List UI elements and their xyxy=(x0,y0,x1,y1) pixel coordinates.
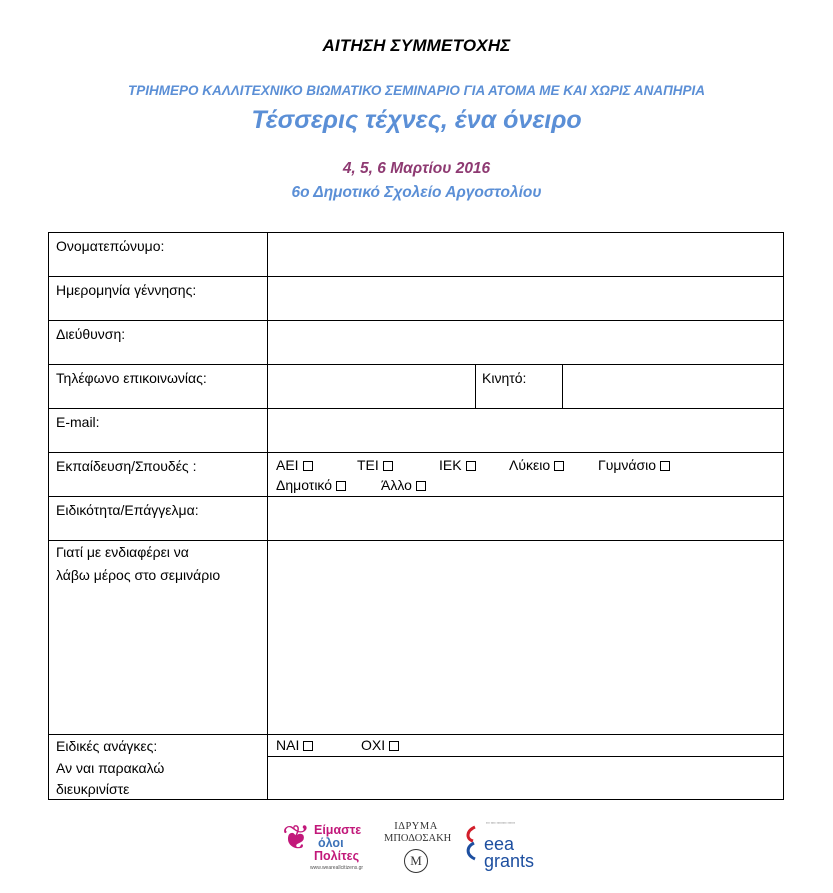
checkbox-aei[interactable] xyxy=(303,461,313,471)
education-option-allo[interactable]: Άλλο xyxy=(381,475,426,495)
row-divider xyxy=(267,756,783,757)
profession-label: Ειδικότητα/Επάγγελμα: xyxy=(56,502,199,518)
column-divider xyxy=(475,364,476,408)
education-option-dimotiko[interactable]: Δημοτικό xyxy=(276,475,346,495)
row-divider xyxy=(49,276,783,277)
column-divider xyxy=(267,233,268,799)
education-option-lykeio[interactable]: Λύκειο xyxy=(509,455,564,475)
application-title: ΑΙΤΗΣΗ ΣΥΜΜΕΤΟΧΗΣ xyxy=(322,36,511,55)
education-option-tei[interactable]: ΤΕΙ xyxy=(357,455,393,475)
row-divider xyxy=(49,320,783,321)
checkbox-yes[interactable] xyxy=(303,741,313,751)
phone-label: Τηλέφωνο επικοινωνίας: xyxy=(56,370,207,386)
row-divider xyxy=(49,408,783,409)
application-form xyxy=(48,232,784,800)
education-option-gymnasio[interactable]: Γυμνάσιο xyxy=(598,455,670,475)
special-needs-label: Ειδικές ανάγκες: xyxy=(56,738,158,754)
education-option-aei[interactable]: ΑΕΙ xyxy=(276,455,313,475)
bodossaki-logo: ΙΔΡΥΜΑ ΜΠΟΔΟΣΑΚΗ Μ xyxy=(384,821,448,875)
clarify-label-line2: διευκρινίστε xyxy=(56,781,130,797)
heart-figure-icon: ❦ xyxy=(282,819,311,857)
checkbox-no[interactable] xyxy=(389,741,399,751)
row-divider xyxy=(49,364,783,365)
special-needs-option-yes[interactable]: ΝΑΙ xyxy=(276,735,313,755)
row-divider xyxy=(49,452,783,453)
eea-swirl-icon xyxy=(464,825,478,861)
seminar-venue: 6ο Δημοτικό Σχολείο Αργοστολίου xyxy=(291,184,542,201)
checkbox-gymnasio[interactable] xyxy=(660,461,670,471)
checkbox-lykeio[interactable] xyxy=(554,461,564,471)
checkbox-tei[interactable] xyxy=(383,461,393,471)
eea-grants-logo: ▪▪▪ ▪▪▪▪ ▪▪▪▪▪▪▪▪ ▪▪▪▪▪▪ eea grants xyxy=(464,821,550,875)
eea-small-print: ▪▪▪ ▪▪▪▪ ▪▪▪▪▪▪▪▪ ▪▪▪▪▪▪ xyxy=(486,821,515,825)
birthdate-label: Ημερομηνία γέννησης: xyxy=(56,282,197,298)
seminar-headline: Τέσσερις τέχνες, ένα όνειρο xyxy=(251,106,582,134)
seminar-subtitle: ΤΡΙΗΜΕΡΟ ΚΑΛΛΙΤΕΧΝΙΚΟ ΒΙΩΜΑΤΙΚΟ ΣΕΜΙΝΑΡΙΟ ΓΙΑ ΑΤΟΜΑ ΜΕ ΚΑΙ ΧΩΡΙΣ ΑΝΑΠΗΡΙΑ xyxy=(127,83,706,98)
education-label: Εκπαίδευση/Σπουδές : xyxy=(56,458,197,474)
sponsor-logos xyxy=(280,815,550,875)
address-label: Διεύθυνση: xyxy=(56,326,126,342)
motivation-label-line2: λάβω μέρος στο σεμινάριο xyxy=(56,567,221,583)
citizens-logo: ❦ Είμαστε όλοι Πολίτες www.weareallcitizens.gr xyxy=(282,819,364,871)
clarify-label-line1: Αν ναι παρακαλώ xyxy=(56,760,165,776)
checkbox-allo[interactable] xyxy=(416,481,426,491)
column-divider xyxy=(562,364,563,408)
row-divider xyxy=(49,496,783,497)
bodossaki-emblem-icon: Μ xyxy=(404,849,428,873)
name-label: Ονοματεπώνυμο: xyxy=(56,238,165,254)
row-divider xyxy=(49,734,783,735)
motivation-label-line1: Γιατί με ενδιαφέρει να xyxy=(56,544,189,560)
checkbox-dimotiko[interactable] xyxy=(336,481,346,491)
email-label: E-mail: xyxy=(56,414,100,430)
special-needs-option-no[interactable]: ΟΧΙ xyxy=(361,735,399,755)
education-option-iek[interactable]: ΙΕΚ xyxy=(439,455,476,475)
seminar-dates: 4, 5, 6 Μαρτίου 2016 xyxy=(342,160,491,177)
checkbox-iek[interactable] xyxy=(466,461,476,471)
mobile-label: Κινητό: xyxy=(482,370,527,386)
